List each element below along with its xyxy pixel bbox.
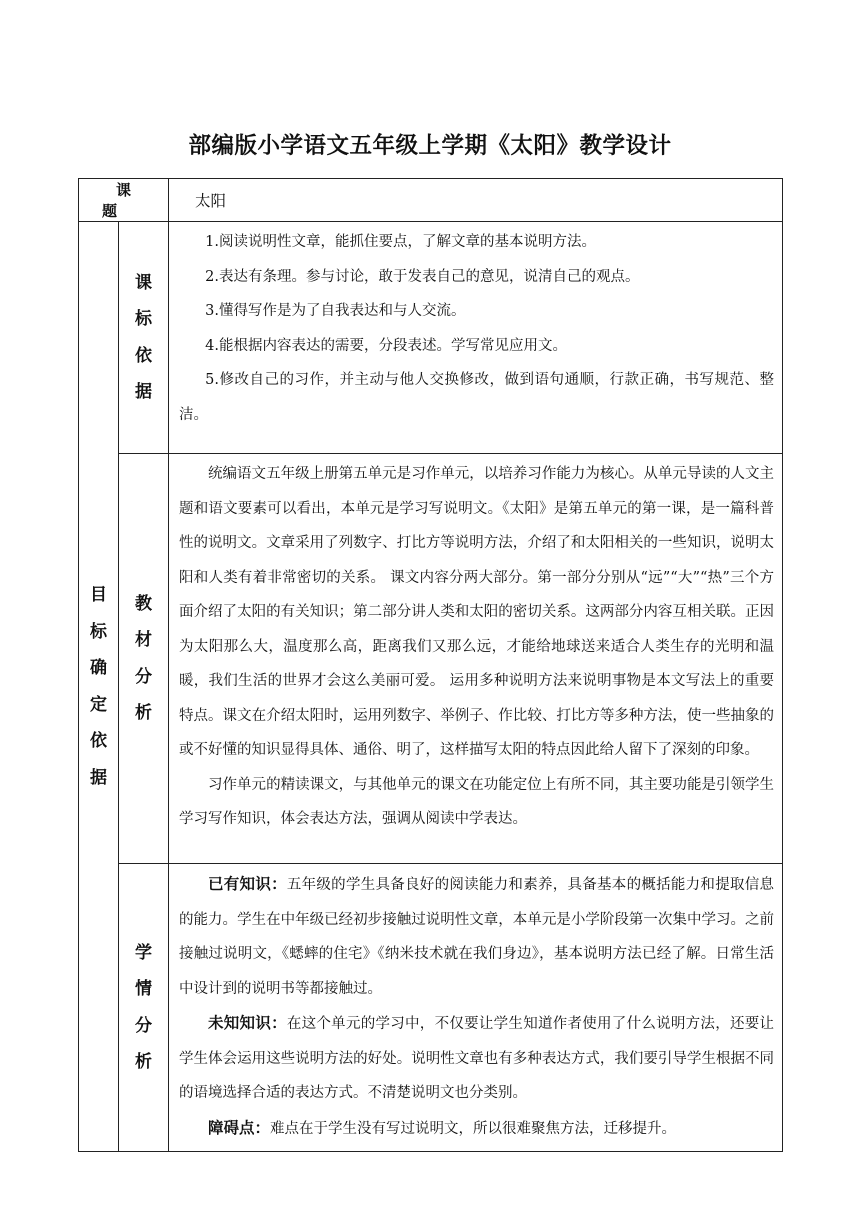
material-analysis-content [169,454,783,864]
obstacle-point-label: 障碍点： [208,1118,271,1137]
curriculum-basis-content [169,222,783,454]
known-knowledge [179,867,774,1006]
obstacle-point [179,1111,774,1147]
student-analysis-label: 学 情 分 析 [119,864,169,1152]
students-row [79,864,783,1152]
curriculum-item: 3.懂得写作是为了自我表达和与人交流。 [205,303,466,319]
known-knowledge-text: 五年级的学生具备良好的阅读能力和素养，具备基本的概括能力和提取信息的能力。学生在中年级已经初步接触过说明性文章，本单元是小学阶段第一次集中学习。之前接触过说明文，《蟋蟀的住宅》《纳米技术就在我们身边》，基本说明方法已经了解。日常生活中设计到的说明书等都接触过。 [179,877,775,997]
objective-basis-label: 目 标 确 定 依 据 [79,222,119,1152]
lesson-plan-table [78,178,783,1152]
unknown-knowledge-label: 未知知识： [208,1014,287,1032]
known-knowledge-label: 已有知识： [208,875,287,893]
curriculum-basis-label: 课 标 依 据 [119,222,169,454]
material-paragraph: 统编语文五年级上册第五单元是习作单元，以培养习作能力为核心。从单元导读的人文主题和语文要素可以看出，本单元是学习写说明文。《太阳》是第五单元的第一课，是一篇科普性的说明文。文章采用了列数字、打比方等说明方法，介绍了和太阳相关的一些知识，说明太阳和人类有着非常密切的关系。 课文内容分两大部分。第一部分分别从“远”“大”“热”三个方面介绍了太阳的有关知识；第二部分讲人类和太阳的密切关系。这两部分内容互相关联。正因为太阳那么大，温度那么高，距离我们又那么远，才能给地球送来适合人类生存的光明和温暖，我们生活的世界才会这么美丽可爱。 运用多种说明方法来说明事物是本文写法上的重要特点。课文在介绍太阳时，运用列数字、举例子、作比较、打比方等多种方法，使一些抽象的或不好懂的知识显得具体、通俗、明了，这样描写太阳的特点因此给人留下了深刻的印象。 [179,466,775,758]
curriculum-item: 4.能根据内容表达的需要，分段表述。学写常见应用文。 [205,337,567,354]
unknown-knowledge [179,1006,774,1111]
document-title: 部编版小学语文五年级上学期《太阳》教学设计 [188,133,672,159]
topic-row [79,179,783,222]
material-row [79,454,783,864]
material-paragraph: 习作单元的精读课文，与其他单元的课文在功能定位上有所不同，其主要功能是引领学生学习写作知识，体会表达方法，强调从阅读中学表达。 [179,776,775,827]
obstacle-point-text: 难点在于学生没有写过说明文，所以很难聚焦方法，迁移提升。 [270,1120,677,1137]
material-analysis-label: 教 材 分 析 [119,454,169,864]
curriculum-item: 5.修改自己的习作，并主动与他人交换修改，做到语句通顺，行款正确，书写规范、整洁。 [179,372,775,423]
curriculum-item: 1.阅读说明性文章，能抓住要点，了解文章的基本说明方法。 [205,234,596,250]
topic-label: 课 题 [79,179,169,222]
topic-value: 太阳 [169,179,783,222]
student-analysis-content [169,864,783,1152]
unknown-knowledge-text: 在这个单元的学习中，不仅要让学生知道作者使用了什么说明方法，还要让学生体会运用这些说明方法的好处。说明性文章也有多种表达方式，我们要引导学生根据不同的语境选择合适的表达方式。不清楚说明文也分类别。 [179,1016,775,1101]
curriculum-item: 2.表达有条理。参与讨论，敢于发表自己的意见，说清自己的观点。 [205,268,640,285]
curriculum-row [79,222,783,454]
